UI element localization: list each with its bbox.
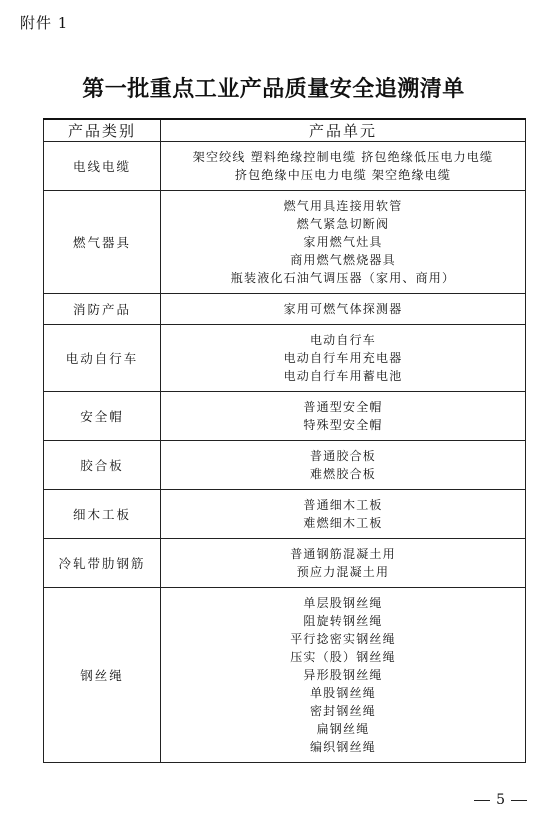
- table-row: [44, 392, 526, 441]
- units-cell: [161, 441, 526, 490]
- product-unit: 普通钢筋混凝土用: [290, 547, 396, 561]
- product-unit: 燃气用具连接用软管: [283, 199, 403, 213]
- product-unit: 平行捻密实钢丝绳: [290, 632, 396, 646]
- product-unit: 电动自行车: [309, 333, 376, 347]
- category-cell: 安全帽: [44, 392, 161, 441]
- product-unit: 预应力混凝土用: [296, 565, 390, 579]
- units-cell: [161, 539, 526, 588]
- product-unit: 普通型安全帽: [303, 400, 383, 414]
- page-number: [474, 792, 527, 808]
- units-cell: [161, 191, 526, 294]
- units-cell: [161, 294, 526, 325]
- product-unit: 普通胶合板: [309, 449, 376, 463]
- product-unit: 难燃胶合板: [309, 467, 376, 481]
- table-row: [44, 539, 526, 588]
- attachment-label: 附件 1: [20, 14, 69, 32]
- product-unit: 电动自行车用充电器: [283, 351, 403, 365]
- product-unit: 电动自行车用蓄电池: [283, 369, 403, 383]
- category-cell: 冷轧带肋钢筋: [44, 539, 161, 588]
- product-unit: 架空绞线 塑料绝缘控制电缆 挤包绝缘低压电力电缆: [192, 150, 494, 164]
- page-dash-right: [511, 800, 527, 801]
- units-cell: [161, 392, 526, 441]
- product-unit: 单股钢丝绳: [309, 686, 376, 700]
- product-unit: 阻旋转钢丝绳: [303, 614, 383, 628]
- category-cell: 消防产品: [44, 294, 161, 325]
- product-unit: 难燃细木工板: [303, 516, 383, 530]
- units-cell: [161, 325, 526, 392]
- product-unit: 燃气紧急切断阀: [296, 217, 390, 231]
- product-unit: 单层股钢丝绳: [303, 596, 383, 610]
- product-table: [43, 118, 526, 763]
- table-row: [44, 191, 526, 294]
- product-unit: 普通细木工板: [303, 498, 383, 512]
- table-row: [44, 325, 526, 392]
- document-title: 第一批重点工业产品质量安全追溯清单: [82, 76, 465, 102]
- category-cell: 钢丝绳: [44, 588, 161, 763]
- table-row: [44, 441, 526, 490]
- category-cell: 电线电缆: [44, 142, 161, 191]
- category-cell: 细木工板: [44, 490, 161, 539]
- page-number-value: 5: [496, 792, 505, 808]
- product-unit: 挤包绝缘中压电力电缆 架空绝缘电缆: [234, 168, 452, 182]
- product-unit: 瓶装液化石油气调压器（家用、商用）: [230, 271, 456, 285]
- product-unit: 异形股钢丝绳: [303, 668, 383, 682]
- product-unit: 扁钢丝绳: [316, 722, 370, 736]
- product-unit: 家用可燃气体探测器: [283, 302, 403, 316]
- table-row: [44, 142, 526, 191]
- product-unit: 密封钢丝绳: [309, 704, 376, 718]
- product-unit: 编织钢丝绳: [309, 740, 376, 754]
- column-header-category: 产品类别: [44, 119, 161, 142]
- category-cell: 电动自行车: [44, 325, 161, 392]
- category-cell: 燃气器具: [44, 191, 161, 294]
- table-row: [44, 294, 526, 325]
- product-unit: 商用燃气燃烧器具: [290, 253, 396, 267]
- units-cell: [161, 142, 526, 191]
- table-row: [44, 588, 526, 763]
- column-header-units: 产品单元: [161, 119, 526, 142]
- table-header-row: [44, 119, 526, 142]
- units-cell: [161, 490, 526, 539]
- category-cell: 胶合板: [44, 441, 161, 490]
- product-unit: 家用燃气灶具: [303, 235, 383, 249]
- page-dash-left: [474, 800, 490, 801]
- product-unit: 特殊型安全帽: [303, 418, 383, 432]
- product-unit: 压实（股）钢丝绳: [290, 650, 396, 664]
- units-cell: [161, 588, 526, 763]
- table-body: [44, 142, 526, 763]
- table-row: [44, 490, 526, 539]
